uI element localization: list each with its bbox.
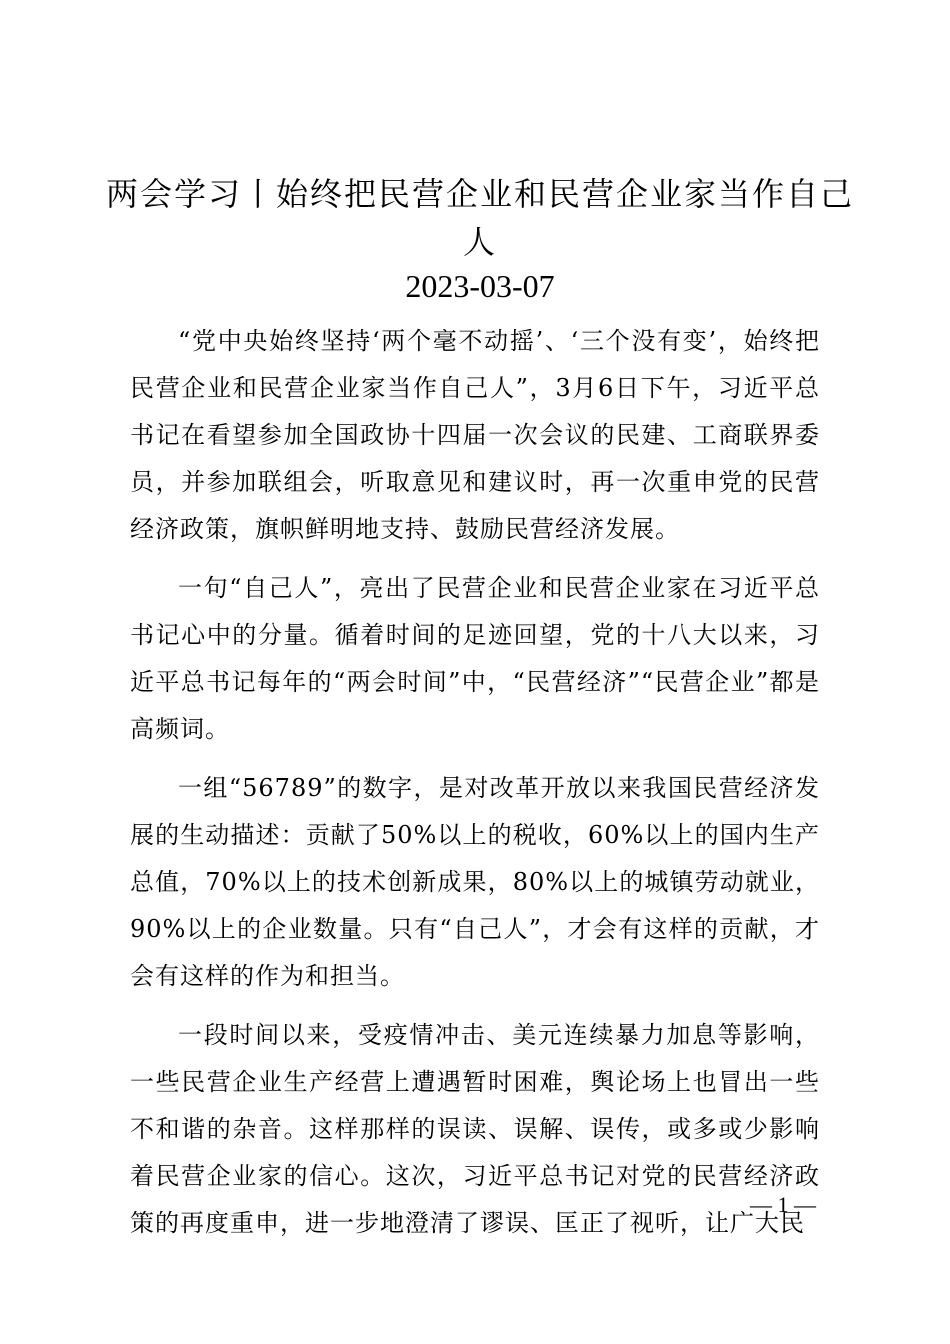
document-title: 两会学习丨始终把民营企业和民营企业家当作自己人 <box>105 175 854 261</box>
document-body <box>130 318 820 1259</box>
document-date: 2023-03-07 <box>405 268 555 304</box>
paragraph: “党中央始终坚持‘两个毫不动摇’、‘三个没有变’，始终把民营企业和民营企业家当作自己人”，3月6日下午，习近平总书记在看望参加全国政协十四届一次会议的民建、工商联界委员，并参加联组会，听取意见和建议时，再一次重申党的民营经济政策，旗帜鲜明地支持、鼓励民营经济发展。 <box>130 327 820 543</box>
page-number: — 1 — <box>750 1192 816 1217</box>
paragraph: 一组“56789”的数字，是对改革开放以来我国民营经济发展的生动描述：贡献了50%以上的税收，60%以上的国内生产总值，70%以上的技术创新成果，80%以上的城镇劳动就业，90%以上的企业数量。只有“自己人”，才会有这样的贡献，才会有这样的作为和担当。 <box>130 774 820 990</box>
paragraph: 一句“自己人”，亮出了民营企业和民营企业家在习近平总书记心中的分量。循着时间的足迹回望，党的十八大以来，习近平总书记每年的“两会时间”中，“民营经济”“民营企业”都是高频词。 <box>130 574 820 743</box>
paragraph: 一段时间以来，受疫情冲击、美元连续暴力加息等影响，一些民营企业生产经营上遭遇暂时困难，舆论场上也冒出一些不和谐的杂音。这样那样的误读、误解、误传，或多或少影响着民营企业家的信心。这次，习近平总书记对党的民营经济政策的再度重申，进一步地澄清了谬误、匡正了视听，让广大民 <box>130 1021 820 1237</box>
